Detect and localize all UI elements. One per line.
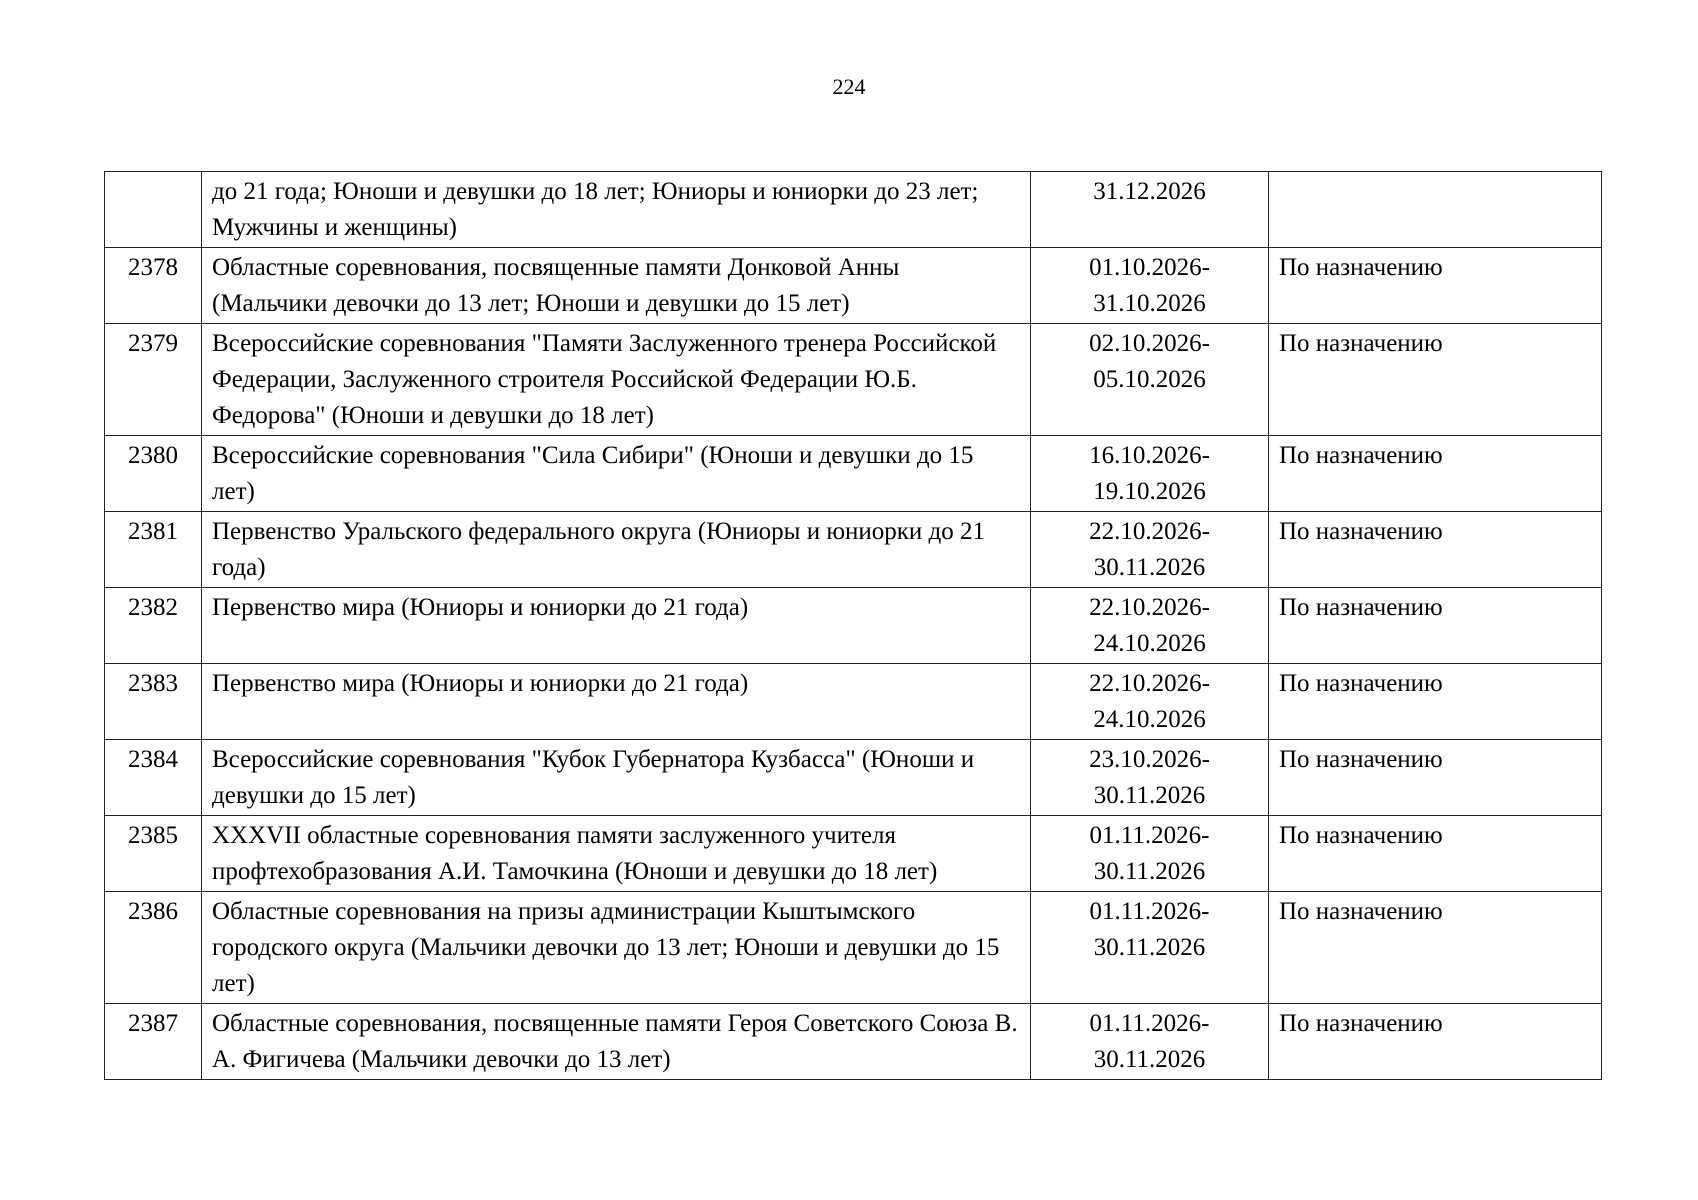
event-number: 2386	[105, 892, 202, 1004]
event-dates	[1031, 436, 1269, 512]
event-name: XXXVII областные соревнования памяти заслуженного учителя профтехобразования А.И. Тамочкина (Юноши и девушки до 18 лет)	[202, 816, 1031, 892]
event-dates	[1031, 588, 1269, 664]
page-number: 224	[832, 74, 866, 99]
date-from: 16.10.2026-	[1089, 442, 1210, 469]
event-name: Первенство Уральского федерального округа (Юниоры и юниорки до 21 года)	[202, 512, 1031, 588]
event-place: По назначению	[1269, 512, 1602, 588]
table-row	[105, 172, 1602, 248]
event-number: 2379	[105, 324, 202, 436]
event-place: По назначению	[1269, 248, 1602, 324]
table-row	[105, 512, 1602, 588]
event-number	[105, 172, 202, 248]
event-name: Всероссийские соревнования "Кубок Губернатора Кузбасса" (Юноши и девушки до 15 лет)	[202, 740, 1031, 816]
date-from: 22.10.2026-	[1089, 670, 1210, 697]
event-dates	[1031, 816, 1269, 892]
event-number: 2381	[105, 512, 202, 588]
event-number: 2378	[105, 248, 202, 324]
table-row	[105, 816, 1602, 892]
event-number: 2383	[105, 664, 202, 740]
event-name: Областные соревнования, посвященные памяти Героя Советского Союза В. А. Фигичева (Мальчики девочки до 13 лет)	[202, 1004, 1031, 1080]
event-name: Первенство мира (Юниоры и юниорки до 21 года)	[202, 664, 1031, 740]
event-number: 2380	[105, 436, 202, 512]
events-table	[104, 171, 1602, 1080]
event-dates	[1031, 1004, 1269, 1080]
date-from: 01.10.2026-	[1089, 254, 1210, 281]
table-row	[105, 664, 1602, 740]
event-dates	[1031, 512, 1269, 588]
date-from: 01.11.2026-	[1089, 822, 1210, 849]
event-name: до 21 года; Юноши и девушки до 18 лет; Юниоры и юниорки до 23 лет; Мужчины и женщины)	[202, 172, 1031, 248]
date-to: 30.11.2026	[1093, 858, 1206, 885]
date-to: 30.11.2026	[1093, 554, 1206, 581]
event-number: 2385	[105, 816, 202, 892]
table-row	[105, 324, 1602, 436]
event-dates	[1031, 248, 1269, 324]
date-from: 23.10.2026-	[1089, 746, 1210, 773]
date-to: 05.10.2026	[1093, 366, 1206, 393]
event-name: Всероссийские соревнования "Памяти Заслуженного тренера Российской Федерации, Заслуженного строителя Российской Федерации Ю.Б. Федорова" (Юноши и девушки до 18 лет)	[202, 324, 1031, 436]
table-row	[105, 740, 1602, 816]
date-to: 19.10.2026	[1093, 478, 1206, 505]
event-number: 2382	[105, 588, 202, 664]
event-dates	[1031, 664, 1269, 740]
date-from: 31.12.2026	[1093, 178, 1206, 205]
event-place: По назначению	[1269, 324, 1602, 436]
table-row	[105, 248, 1602, 324]
date-from: 01.11.2026-	[1089, 898, 1210, 925]
date-to: 30.11.2026	[1093, 1046, 1206, 1073]
event-place: По назначению	[1269, 588, 1602, 664]
date-from: 22.10.2026-	[1089, 594, 1210, 621]
event-name: Всероссийские соревнования "Сила Сибири" (Юноши и девушки до 15 лет)	[202, 436, 1031, 512]
date-from: 01.11.2026-	[1089, 1010, 1210, 1037]
event-dates	[1031, 324, 1269, 436]
event-place: По назначению	[1269, 436, 1602, 512]
event-dates	[1031, 172, 1269, 248]
event-name: Областные соревнования, посвященные памяти Донковой Анны (Мальчики девочки до 13 лет; Юноши и девушки до 15 лет)	[202, 248, 1031, 324]
date-to: 30.11.2026	[1093, 782, 1206, 809]
date-to: 24.10.2026	[1093, 630, 1206, 657]
event-number: 2384	[105, 740, 202, 816]
event-place: По назначению	[1269, 1004, 1602, 1080]
event-number: 2387	[105, 1004, 202, 1080]
date-to: 24.10.2026	[1093, 706, 1206, 733]
date-from: 02.10.2026-	[1089, 330, 1210, 357]
event-dates	[1031, 892, 1269, 1004]
event-place: По назначению	[1269, 740, 1602, 816]
table-row	[105, 892, 1602, 1004]
table-row	[105, 588, 1602, 664]
event-name: Областные соревнования на призы администрации Кыштымского городского округа (Мальчики девочки до 13 лет; Юноши и девушки до 15 лет)	[202, 892, 1031, 1004]
table-row	[105, 1004, 1602, 1080]
date-to: 31.10.2026	[1093, 290, 1206, 317]
event-place: По назначению	[1269, 664, 1602, 740]
date-from: 22.10.2026-	[1089, 518, 1210, 545]
event-name: Первенство мира (Юниоры и юниорки до 21 года)	[202, 588, 1031, 664]
date-to: 30.11.2026	[1093, 934, 1206, 961]
event-place: По назначению	[1269, 816, 1602, 892]
table-row	[105, 436, 1602, 512]
event-place: По назначению	[1269, 892, 1602, 1004]
event-place	[1269, 172, 1602, 248]
event-dates	[1031, 740, 1269, 816]
